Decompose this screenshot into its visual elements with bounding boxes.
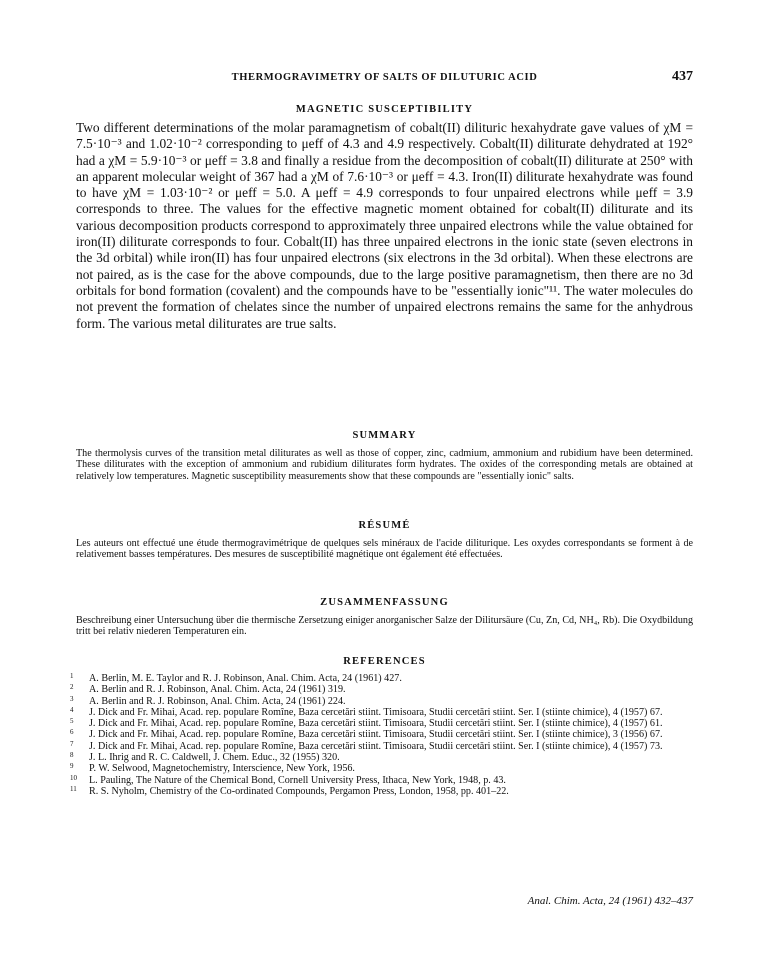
reference-item: [70, 784, 693, 797]
reference-item: [70, 762, 693, 775]
resume-heading: RÉSUMÉ: [358, 520, 411, 531]
reference-item: [70, 705, 693, 718]
reference-text: J. Dick and Fr. Mihai, Acad. rep. populare Romîne, Baza cercetări stiint. Timisoara, Studii cercetări stiint. Ser. I (stiinte chimice), 4 (1957) 67.: [89, 706, 663, 718]
magnetic-susceptibility-heading: MAGNETIC SUSCEPTIBILITY: [295, 104, 474, 115]
reference-text: P. W. Selwood, Magnetochemistry, Interscience, New York, 1956.: [89, 763, 355, 775]
page-number: 437: [672, 69, 693, 84]
references-heading: REFERENCES: [343, 656, 426, 667]
reference-number: 9: [70, 762, 74, 771]
summary-paragraph: The thermolysis curves of the transition metal diliturates as well as those of copper, zinc, cadmium, ammonium and rubidium have been determined. These diliturates with the exception of ammonium and rubidium diliturates form hydrates. The oxides of the corresponding metals are obtained at relatively low temperatures. Magnetic susceptibility measurements show that these compounds are "essentially ionic" salts.: [76, 448, 693, 482]
reference-number: 6: [70, 728, 74, 737]
reference-text: J. Dick and Fr. Mihai, Acad. rep. populare Romîne, Baza cercetări stiint. Timisoara, Studii cercetări stiint. Ser. I (stiinte chimice), 4 (1957) 61.: [89, 718, 663, 730]
reference-number: 2: [70, 683, 74, 692]
reference-text: J. Dick and Fr. Mihai, Acad. rep. populare Romîne, Baza cercetări stiint. Timisoara, Studii cercetări stiint. Ser. I (stiinte chimice), 3 (1956) 67.: [89, 729, 663, 741]
reference-item: [70, 728, 693, 741]
reference-text: R. S. Nyholm, Chemistry of the Co-ordinated Compounds, Pergamon Press, London, 1958, pp. 401–22.: [89, 785, 509, 797]
resume-paragraph: Les auteurs ont effectué une étude thermogravimétrique de quelques sels minéraux de l'acide diliturique. Les oxydes correspondants se forment à de relativement basses températures. Des mesures de susceptibilité magnétique ont également été effectuées.: [76, 538, 693, 561]
reference-text: A. Berlin, M. E. Taylor and R. J. Robinson, Anal. Chim. Acta, 24 (1961) 427.: [89, 673, 402, 684]
reference-text: J. L. Ihrig and R. C. Caldwell, J. Chem. Educ., 32 (1955) 320.: [89, 752, 340, 764]
reference-item: [70, 694, 693, 707]
reference-list: [70, 672, 693, 797]
reference-text: J. Dick and Fr. Mihai, Acad. rep. populare Romîne, Baza cercetări stiint. Timisoara, Studii cercetări stiint. Ser. I (stiinte chimice), 4 (1957) 73.: [89, 740, 663, 752]
running-title: THERMOGRAVIMETRY OF SALTS OF DILUTURIC ACID: [231, 72, 538, 83]
reference-number: 10: [70, 773, 77, 782]
reference-number: 8: [70, 751, 74, 760]
reference-text: L. Pauling, The Nature of the Chemical Bond, Cornell University Press, Ithaca, New York, 1948, p. 43.: [89, 774, 506, 786]
reference-number: 11: [70, 784, 77, 793]
magnetic-susceptibility-paragraph: Two different determinations of the molar paramagnetism of cobalt(II) dilituric hexahydrate gave values of χM = 7.5·10⁻³ and 1.02·10⁻² corresponding to μeff of 4.3 and 4.9 respectively. Cobalt(II) diliturate dehydrated at 192° had a χM = 5.9·10⁻³ or μeff = 3.8 and finally a residue from the decomposition of cobalt(II) diliturate at 250° with an apparent molecular weight of 367 had a χM of 7.6·10⁻³ or μeff = 4.3. Iron(II) diliturate hexahydrate was found to have χM = 1.03·10⁻² or μeff = 5.0. A μeff = 4.9 corresponds to four unpaired electrons while μeff = 3.9 corresponds to three. The values for the effective magnetic moment obtained for cobalt(II) diliturate and its various decomposition products correspond to approximately three unpaired electrons while the value obtained for iron(II) diliturate corresponds to four. Cobalt(II) has three unpaired electrons in the ionic state (seven electrons in the 3d orbital) while iron(II) has four unpaired electrons (six electrons in the 3d orbital). When these electrons are not paired, as is the case for the above compounds, due to the large positive paramagnetism, then there are no 3d orbitals for bond formation (covalent) and the compounds have to be "essentially ionic"¹¹. The water molecules do not prevent the formation of chelates since the number of unpaired electrons remains the same for the anhydrous form. The various metal diliturates are true salts.: [76, 120, 693, 331]
reference-item: [70, 683, 693, 696]
reference-item: [70, 672, 693, 684]
journal-citation-footer: Anal. Chim. Acta, 24 (1961) 432–437: [527, 895, 693, 907]
reference-item: [70, 739, 693, 752]
reference-item: [70, 717, 693, 730]
zusammenfassung-heading: ZUSAMMENFASSUNG: [320, 597, 449, 608]
running-head: [76, 69, 693, 92]
reference-number: 3: [70, 694, 74, 703]
summary-heading: SUMMARY: [352, 430, 417, 441]
reference-item: [70, 773, 693, 786]
reference-number: 4: [70, 705, 74, 714]
reference-number: 5: [70, 717, 74, 726]
reference-number: 7: [70, 739, 74, 748]
reference-text: A. Berlin and R. J. Robinson, Anal. Chim. Acta, 24 (1961) 319.: [89, 684, 346, 696]
reference-item: [70, 751, 693, 764]
zusammenfassung-paragraph: Beschreibung einer Untersuchung über die thermische Zersetzung einiger anorganischer Salze der Dilitursäure (Cu, Zn, Cd, NH₄, Rb). Die Oxydbildung tritt bei relativ niederen Temperaturen ein.: [76, 615, 693, 638]
reference-text: A. Berlin and R. J. Robinson, Anal. Chim. Acta, 24 (1961) 224.: [89, 695, 346, 707]
reference-number: 1: [70, 672, 74, 680]
